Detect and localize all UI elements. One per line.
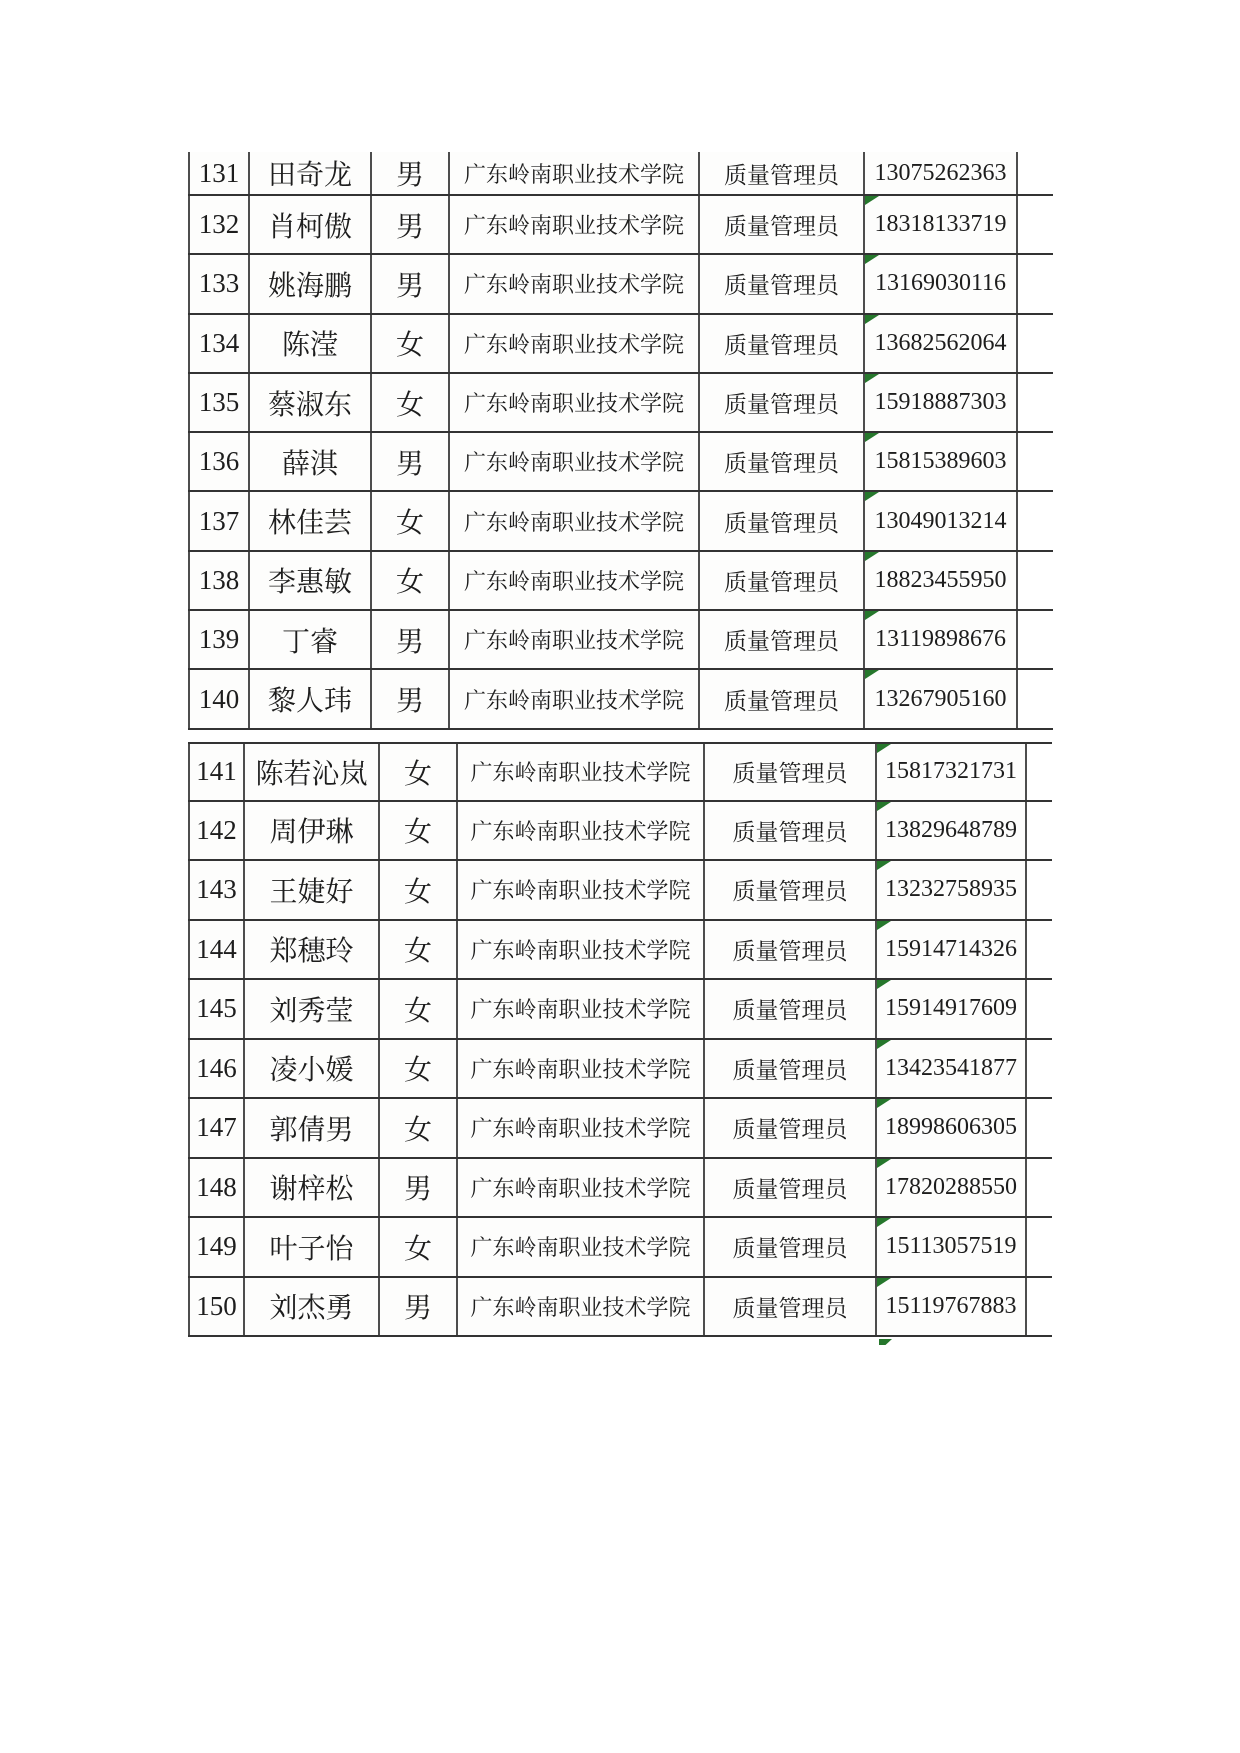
- row-number-cell: 141: [188, 744, 245, 800]
- institution-cell: 广东岭南职业技术学院: [458, 921, 705, 979]
- role-cell: 质量管理员: [705, 802, 877, 860]
- role-cell: 质量管理员: [705, 980, 877, 1038]
- table-tail-cell: [1018, 492, 1053, 549]
- institution-cell: 广东岭南职业技术学院: [458, 802, 705, 860]
- institution-cell: 广东岭南职业技术学院: [458, 744, 705, 800]
- name-cell: 叶子怡: [245, 1218, 380, 1276]
- phone-number-text: 15815389603: [874, 448, 1007, 475]
- name-cell: 周伊琳: [245, 802, 380, 860]
- row-number-cell: 139: [188, 611, 250, 668]
- name-cell: 丁睿: [250, 611, 372, 668]
- roster-table-block-2: [188, 742, 1052, 1337]
- phone-cell: [877, 1218, 1027, 1276]
- gender-cell: 女: [372, 492, 450, 549]
- gender-cell: 女: [380, 1099, 458, 1157]
- table-row: [188, 492, 1053, 551]
- gender-cell: 女: [380, 861, 458, 919]
- row-number-cell: 137: [188, 492, 250, 549]
- name-cell: 田奇龙: [250, 152, 372, 194]
- table-tail-cell: [1027, 1278, 1052, 1336]
- role-cell: 质量管理员: [705, 1218, 877, 1276]
- phone-number-text: 13682562064: [874, 329, 1007, 356]
- role-cell: 质量管理员: [705, 921, 877, 979]
- table-tail-cell: [1018, 611, 1053, 668]
- cell-flag-icon: [865, 374, 879, 383]
- name-cell: 林佳芸: [250, 492, 372, 549]
- table-row: [188, 1099, 1052, 1159]
- institution-cell: 广东岭南职业技术学院: [450, 315, 700, 372]
- phone-number-text: 15113057519: [885, 1233, 1017, 1260]
- cell-flag-icon: [877, 1278, 891, 1287]
- phone-cell: [877, 1159, 1027, 1217]
- row-number-cell: 140: [188, 670, 250, 727]
- institution-cell: 广东岭南职业技术学院: [450, 670, 700, 727]
- phone-cell: [865, 552, 1018, 609]
- phone-cell: [865, 670, 1018, 727]
- table-row: [188, 196, 1053, 255]
- cell-flag-icon: [865, 552, 879, 561]
- role-cell: 质量管理员: [700, 492, 865, 549]
- institution-cell: 广东岭南职业技术学院: [450, 255, 700, 312]
- cell-flag-icon: [865, 492, 879, 501]
- gender-cell: 男: [372, 611, 450, 668]
- phone-cell: [865, 196, 1018, 253]
- role-cell: 质量管理员: [700, 433, 865, 490]
- name-cell: 刘秀莹: [245, 980, 380, 1038]
- institution-cell: 广东岭南职业技术学院: [450, 552, 700, 609]
- phone-number-text: 18318133719: [874, 211, 1007, 238]
- role-cell: 质量管理员: [700, 611, 865, 668]
- phone-number-text: 15918887303: [874, 389, 1007, 416]
- table-row: [188, 742, 1052, 802]
- name-cell: 郑穗玲: [245, 921, 380, 979]
- phone-cell: [865, 611, 1018, 668]
- row-number-cell: 142: [188, 802, 245, 860]
- institution-cell: 广东岭南职业技术学院: [458, 1040, 705, 1098]
- institution-cell: 广东岭南职业技术学院: [458, 1218, 705, 1276]
- phone-number-text: 15914917609: [885, 995, 1017, 1022]
- phone-cell: [865, 255, 1018, 312]
- table-row: [188, 611, 1053, 670]
- institution-cell: 广东岭南职业技术学院: [450, 492, 700, 549]
- cell-flag-icon: [877, 744, 891, 753]
- gender-cell: 男: [372, 433, 450, 490]
- role-cell: 质量管理员: [700, 255, 865, 312]
- role-cell: 质量管理员: [705, 1040, 877, 1098]
- role-cell: 质量管理员: [700, 374, 865, 431]
- cell-flag-icon: [877, 861, 891, 870]
- name-cell: 姚海鹏: [250, 255, 372, 312]
- gender-cell: 女: [380, 1040, 458, 1098]
- gender-cell: 男: [372, 196, 450, 253]
- cell-flag-icon: [865, 611, 879, 620]
- row-number-cell: 150: [188, 1278, 245, 1336]
- row-number-cell: 131: [188, 152, 250, 194]
- gender-cell: 男: [380, 1159, 458, 1217]
- table-tail-cell: [1018, 433, 1053, 490]
- institution-cell: 广东岭南职业技术学院: [458, 1099, 705, 1157]
- row-number-cell: 143: [188, 861, 245, 919]
- role-cell: 质量管理员: [705, 1278, 877, 1336]
- gender-cell: 女: [380, 980, 458, 1038]
- role-cell: 质量管理员: [700, 552, 865, 609]
- name-cell: 郭倩男: [245, 1099, 380, 1157]
- gender-cell: 女: [372, 552, 450, 609]
- name-cell: 谢梓松: [245, 1159, 380, 1217]
- phone-cell: [877, 921, 1027, 979]
- cell-flag-icon: [877, 1159, 891, 1168]
- phone-number-text: 13423541877: [885, 1054, 1017, 1081]
- name-cell: 李惠敏: [250, 552, 372, 609]
- role-cell: 质量管理员: [705, 744, 877, 800]
- cell-flag-icon: [877, 980, 891, 989]
- cell-flag-icon: [877, 1040, 891, 1049]
- table-row: [188, 152, 1053, 196]
- phone-cell: [865, 315, 1018, 372]
- role-cell: 质量管理员: [705, 1099, 877, 1157]
- role-cell: 质量管理员: [700, 152, 865, 194]
- table-row: [188, 315, 1053, 374]
- gender-cell: 女: [372, 374, 450, 431]
- name-cell: 王婕好: [245, 861, 380, 919]
- cell-flag-icon: [877, 1218, 891, 1227]
- row-number-cell: 147: [188, 1099, 245, 1157]
- institution-cell: 广东岭南职业技术学院: [450, 374, 700, 431]
- table-tail-cell: [1018, 152, 1053, 194]
- phone-number-text: 18998606305: [885, 1114, 1017, 1141]
- cell-flag-icon: [877, 1099, 891, 1108]
- next-row-flag-icon: [879, 1339, 892, 1345]
- table-tail-cell: [1027, 1159, 1052, 1217]
- table-row: [188, 670, 1053, 729]
- roster-table-block-1: [188, 152, 1053, 730]
- institution-cell: 广东岭南职业技术学院: [450, 196, 700, 253]
- phone-cell: [877, 744, 1027, 800]
- institution-cell: 广东岭南职业技术学院: [458, 1159, 705, 1217]
- table-tail-cell: [1027, 861, 1052, 919]
- institution-cell: 广东岭南职业技术学院: [450, 152, 700, 194]
- phone-number-text: 15119767883: [885, 1292, 1017, 1319]
- phone-cell: [877, 802, 1027, 860]
- cell-flag-icon: [877, 921, 891, 930]
- table-row: [188, 921, 1052, 981]
- phone-cell: [865, 152, 1018, 194]
- phone-number-text: 13049013214: [874, 507, 1007, 534]
- phone-cell: [877, 1278, 1027, 1336]
- row-number-cell: 134: [188, 315, 250, 372]
- phone-number-text: 13119898676: [874, 626, 1007, 653]
- cell-flag-icon: [865, 196, 879, 205]
- table-row: [188, 1278, 1052, 1338]
- row-number-cell: 138: [188, 552, 250, 609]
- role-cell: 质量管理员: [700, 670, 865, 727]
- table-tail-cell: [1018, 374, 1053, 431]
- name-cell: 陈若沁岚: [245, 744, 380, 800]
- institution-cell: 广东岭南职业技术学院: [458, 1278, 705, 1336]
- phone-number-text: 13267905160: [874, 685, 1007, 712]
- role-cell: 质量管理员: [705, 1159, 877, 1217]
- row-number-cell: 144: [188, 921, 245, 979]
- table-tail-cell: [1027, 1099, 1052, 1157]
- table-row: [188, 802, 1052, 862]
- cell-flag-icon: [865, 433, 879, 442]
- cell-flag-icon: [865, 315, 879, 324]
- gender-cell: 女: [380, 1218, 458, 1276]
- cell-flag-icon: [865, 670, 879, 679]
- name-cell: 凌小媛: [245, 1040, 380, 1098]
- gender-cell: 男: [380, 1278, 458, 1336]
- phone-cell: [877, 1040, 1027, 1098]
- gender-cell: 男: [372, 255, 450, 312]
- table-tail-cell: [1027, 980, 1052, 1038]
- table-tail-cell: [1018, 315, 1053, 372]
- phone-number-text: 18823455950: [874, 566, 1007, 593]
- gender-cell: 女: [380, 802, 458, 860]
- table-row: [188, 1218, 1052, 1278]
- name-cell: 薛淇: [250, 433, 372, 490]
- gender-cell: 男: [372, 152, 450, 194]
- table-tail-cell: [1027, 1040, 1052, 1098]
- phone-cell: [865, 374, 1018, 431]
- institution-cell: 广东岭南职业技术学院: [450, 611, 700, 668]
- name-cell: 蔡淑东: [250, 374, 372, 431]
- row-number-cell: 135: [188, 374, 250, 431]
- row-number-cell: 136: [188, 433, 250, 490]
- institution-cell: 广东岭南职业技术学院: [458, 980, 705, 1038]
- phone-cell: [865, 433, 1018, 490]
- table-row: [188, 1159, 1052, 1219]
- cell-flag-icon: [865, 255, 879, 264]
- gender-cell: 男: [372, 670, 450, 727]
- institution-cell: 广东岭南职业技术学院: [458, 861, 705, 919]
- phone-number-text: 13169030116: [874, 270, 1007, 297]
- institution-cell: 广东岭南职业技术学院: [450, 433, 700, 490]
- row-number-cell: 148: [188, 1159, 245, 1217]
- table-row: [188, 433, 1053, 492]
- phone-cell: [877, 1099, 1027, 1157]
- table-tail-cell: [1027, 802, 1052, 860]
- gender-cell: 女: [372, 315, 450, 372]
- role-cell: 质量管理员: [700, 315, 865, 372]
- name-cell: 肖柯傲: [250, 196, 372, 253]
- row-number-cell: 133: [188, 255, 250, 312]
- table-tail-cell: [1018, 196, 1053, 253]
- table-tail-cell: [1018, 552, 1053, 609]
- table-tail-cell: [1027, 1218, 1052, 1276]
- table-tail-cell: [1018, 670, 1053, 727]
- role-cell: 质量管理员: [700, 196, 865, 253]
- cell-flag-icon: [877, 802, 891, 811]
- table-row: [188, 255, 1053, 314]
- row-number-cell: 149: [188, 1218, 245, 1276]
- row-number-cell: 132: [188, 196, 250, 253]
- table-tail-cell: [1018, 255, 1053, 312]
- table-tail-cell: [1027, 921, 1052, 979]
- phone-number-text: 15817321731: [885, 758, 1017, 785]
- name-cell: 刘杰勇: [245, 1278, 380, 1336]
- table-row: [188, 861, 1052, 921]
- name-cell: 陈滢: [250, 315, 372, 372]
- phone-number-text: 15914714326: [885, 935, 1017, 962]
- phone-number-text: 13075262363: [874, 159, 1007, 186]
- phone-number-text: 17820288550: [885, 1173, 1017, 1200]
- role-cell: 质量管理员: [705, 861, 877, 919]
- table-row: [188, 980, 1052, 1040]
- gender-cell: 女: [380, 921, 458, 979]
- name-cell: 黎人玮: [250, 670, 372, 727]
- row-number-cell: 145: [188, 980, 245, 1038]
- row-number-cell: 146: [188, 1040, 245, 1098]
- table-row: [188, 552, 1053, 611]
- phone-number-text: 13232758935: [885, 876, 1017, 903]
- phone-cell: [865, 492, 1018, 549]
- phone-number-text: 13829648789: [885, 816, 1017, 843]
- table-row: [188, 1040, 1052, 1100]
- table-row: [188, 374, 1053, 433]
- table-tail-cell: [1027, 744, 1052, 800]
- gender-cell: 女: [380, 744, 458, 800]
- phone-cell: [877, 861, 1027, 919]
- phone-cell: [877, 980, 1027, 1038]
